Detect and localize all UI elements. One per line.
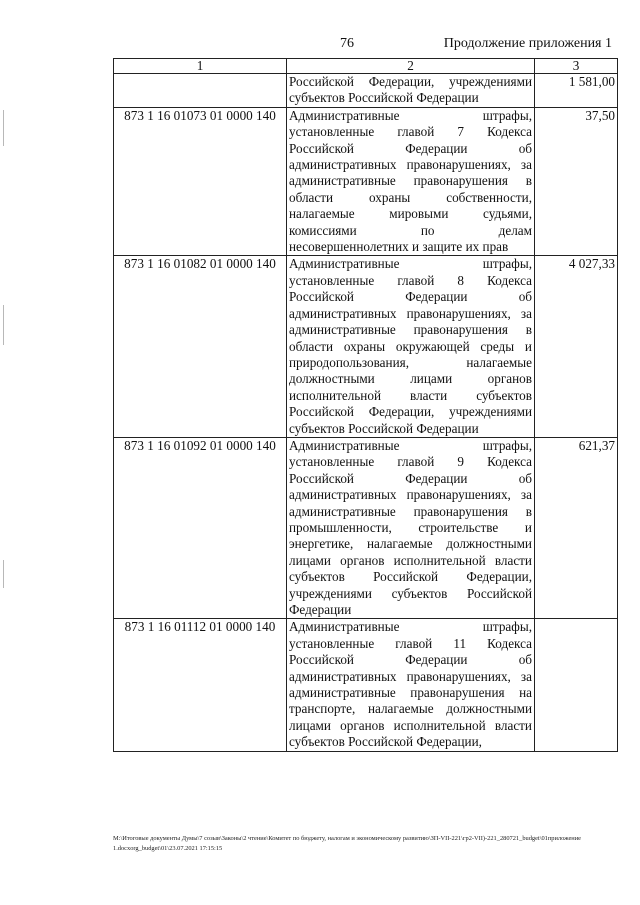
column-header: 2 [287, 59, 535, 74]
scan-margin-line [3, 305, 4, 345]
revenue-description: Административные штрафы, установленные главой 11 Кодекса Российской Федерации об административных правонарушениях, за административные правонарушения на транспорте, налагаемые должностными лицами органов исполнительной власти субъектов Российской Федерации, [287, 619, 535, 751]
amount: 1 581,00 [535, 74, 618, 108]
continuation-header: Продолжение приложения 1 [443, 36, 612, 51]
amount: 621,37 [535, 437, 618, 618]
table-row [114, 619, 618, 751]
file-path-footer: М:\Итоговые документы Думы\7 созыв\Законы\2 чтение\Комитет по бюджету, налогам и экономическому развитию\ЗП-VII-221\гр2-VII)-221_280721_budget\01приложение 1.docxorg_budget\01\23.07.2021 17:15:15 [113, 835, 581, 852]
table-row [114, 107, 618, 256]
revenue-description: Административные штрафы, установленные главой 7 Кодекса Российской Федерации об административных правонарушениях, за административные правонарушения в области охраны собственности, налагаемые мировыми судьями, комиссиями по делам несовершеннолетних и защите их прав [287, 107, 535, 256]
budget-code: 873 1 16 01082 01 0000 140 [114, 256, 287, 437]
revenue-description: Административные штрафы, установленные главой 8 Кодекса Российской Федерации об административных правонарушениях, за административные правонарушения в области охраны окружающей среды и природопользования, налагаемые должностными лицами органов исполнительной власти субъектов Российской Федерации, учреждениями субъектов Российской Федерации [287, 256, 535, 437]
amount: 4 027,33 [535, 256, 618, 437]
table-row [114, 74, 618, 108]
revenue-description: Административные штрафы, установленные главой 9 Кодекса Российской Федерации об административных правонарушениях, за административные правонарушения в промышленности, строительстве и энергетике, налагаемые должностными лицами органов исполнительной власти субъектов Российской Федерации, учреждениями субъектов Российской Федерации [287, 437, 535, 618]
column-numbers-row [114, 59, 618, 74]
revenue-description: Российской Федерации, учреждениями субъектов Российской Федерации [287, 74, 535, 108]
amount [535, 619, 618, 751]
budget-code [114, 74, 287, 108]
amount: 37,50 [535, 107, 618, 256]
table-row [114, 256, 618, 437]
budget-code: 873 1 16 01092 01 0000 140 [114, 437, 287, 618]
column-header: 1 [114, 59, 287, 74]
budget-code: 873 1 16 01112 01 0000 140 [114, 619, 287, 751]
table-row [114, 437, 618, 618]
scan-margin-line [3, 110, 4, 146]
budget-code: 873 1 16 01073 01 0000 140 [114, 107, 287, 256]
column-header: 3 [535, 59, 618, 74]
page-number: 76 [340, 36, 354, 51]
revenue-table [113, 58, 618, 752]
scan-margin-line [3, 560, 4, 588]
